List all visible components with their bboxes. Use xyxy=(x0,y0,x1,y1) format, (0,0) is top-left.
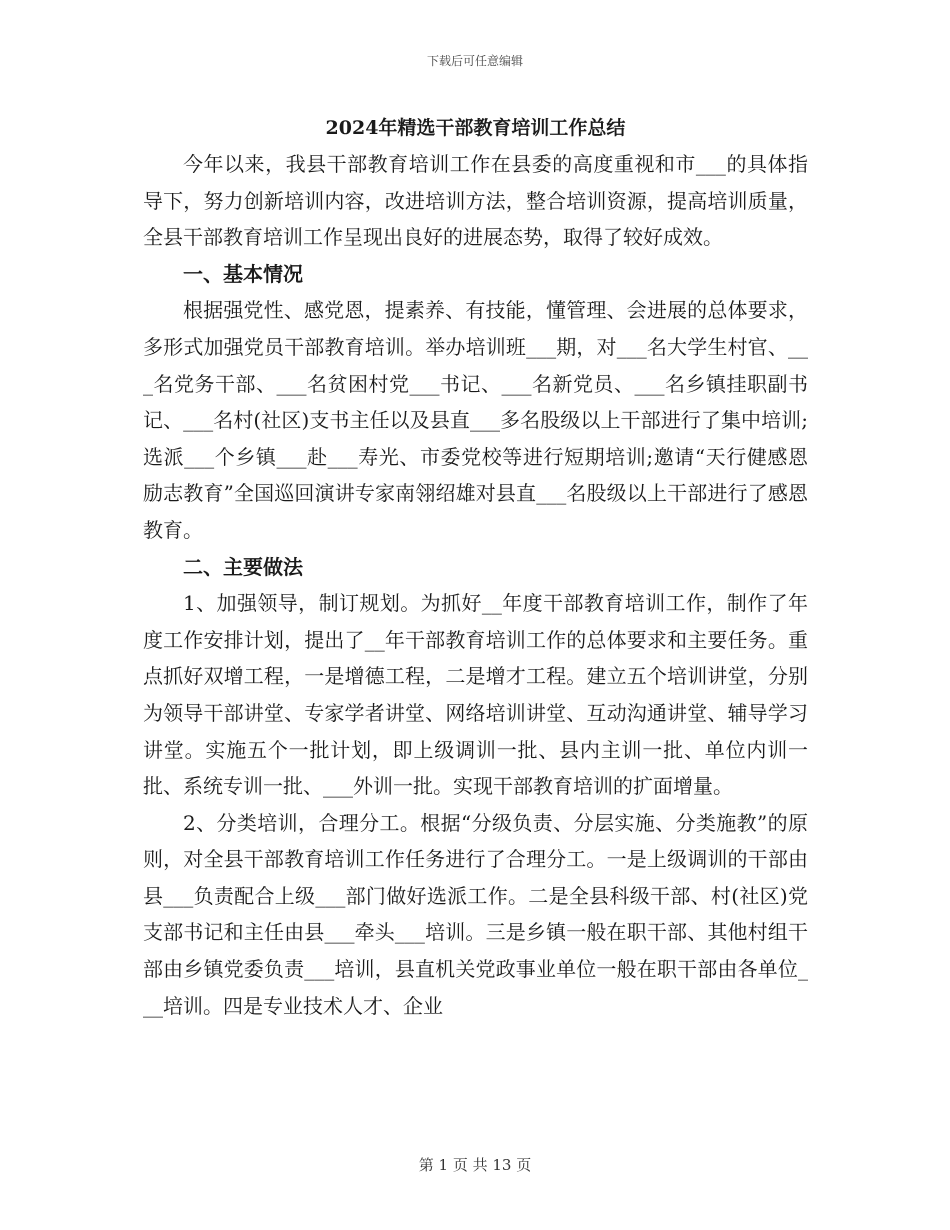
section-heading-basic-situation: 一、基本情况 xyxy=(183,261,303,286)
page-number-footer: 第 1 页 共 13 页 xyxy=(418,1156,532,1174)
document-title: 2024年精选干部教育培训工作总结 xyxy=(325,117,626,139)
intro-paragraph: 今年以来，我县干部教育培训工作在县委的高度重视和市___的具体指导下，努力创新培训内容，改进培训方法，整合培训资源，提高培训质量，全县干部教育培训工作呈现出良好的进展态势，取得了较好成效。 xyxy=(143,152,808,250)
practice-item-2-paragraph: 2、分类培训，合理分工。根据“分级负责、分层实施、分类施教”的原则，对全县干部教育培训工作任务进行了合理分工。一是上级调训的干部由县___负责配合上级___部门做好选派工作。二是全县科级干部、村(社区)党支部书记和主任由县___牵头___培训。三是乡镇一般在职干部、其他村组干部由乡镇党委负责___培训，县直机关党政事业单位一般在职干部由各单位___培训。四是专业技术人才、企业 xyxy=(143,810,808,1018)
section-heading-main-practices: 二、主要做法 xyxy=(183,554,303,579)
page-header-note: 下载后可任意编辑 xyxy=(426,54,523,68)
document-body xyxy=(143,112,808,1024)
basic-situation-paragraph: 根据强党性、感党恩，提素养、有技能，懂管理、会进展的总体要求，多形式加强党员干部教育培训。举办培训班___期，对___名大学生村官、___名党务干部、___名贫困村党___书记、___名新党员、___名乡镇挂职副书记、___名村(社区)支书主任以及县直___多名股级以上干部进行了集中培训;选派___个乡镇___赴___寿光、市委党校等进行短期培训;邀请“天行健感恩励志教育”全国巡回演讲专家南翎绍雄对县直___名股级以上干部进行了感恩教育。 xyxy=(143,298,808,542)
practice-item-1-paragraph: 1、加强领导，制订规划。为抓好__年度干部教育培训工作，制作了年度工作安排计划，提出了__年干部教育培训工作的总体要求和主要任务。重点抓好双增工程，一是增德工程，二是增才工程。建立五个培训讲堂，分别为领导干部讲堂、专家学者讲堂、网络培训讲堂、互动沟通讲堂、辅导学习讲堂。实施五个一批计划，即上级调训一批、县内主训一批、单位内训一批、系统专训一批、___外训一批。实现干部教育培训的扩面增量。 xyxy=(143,591,808,799)
